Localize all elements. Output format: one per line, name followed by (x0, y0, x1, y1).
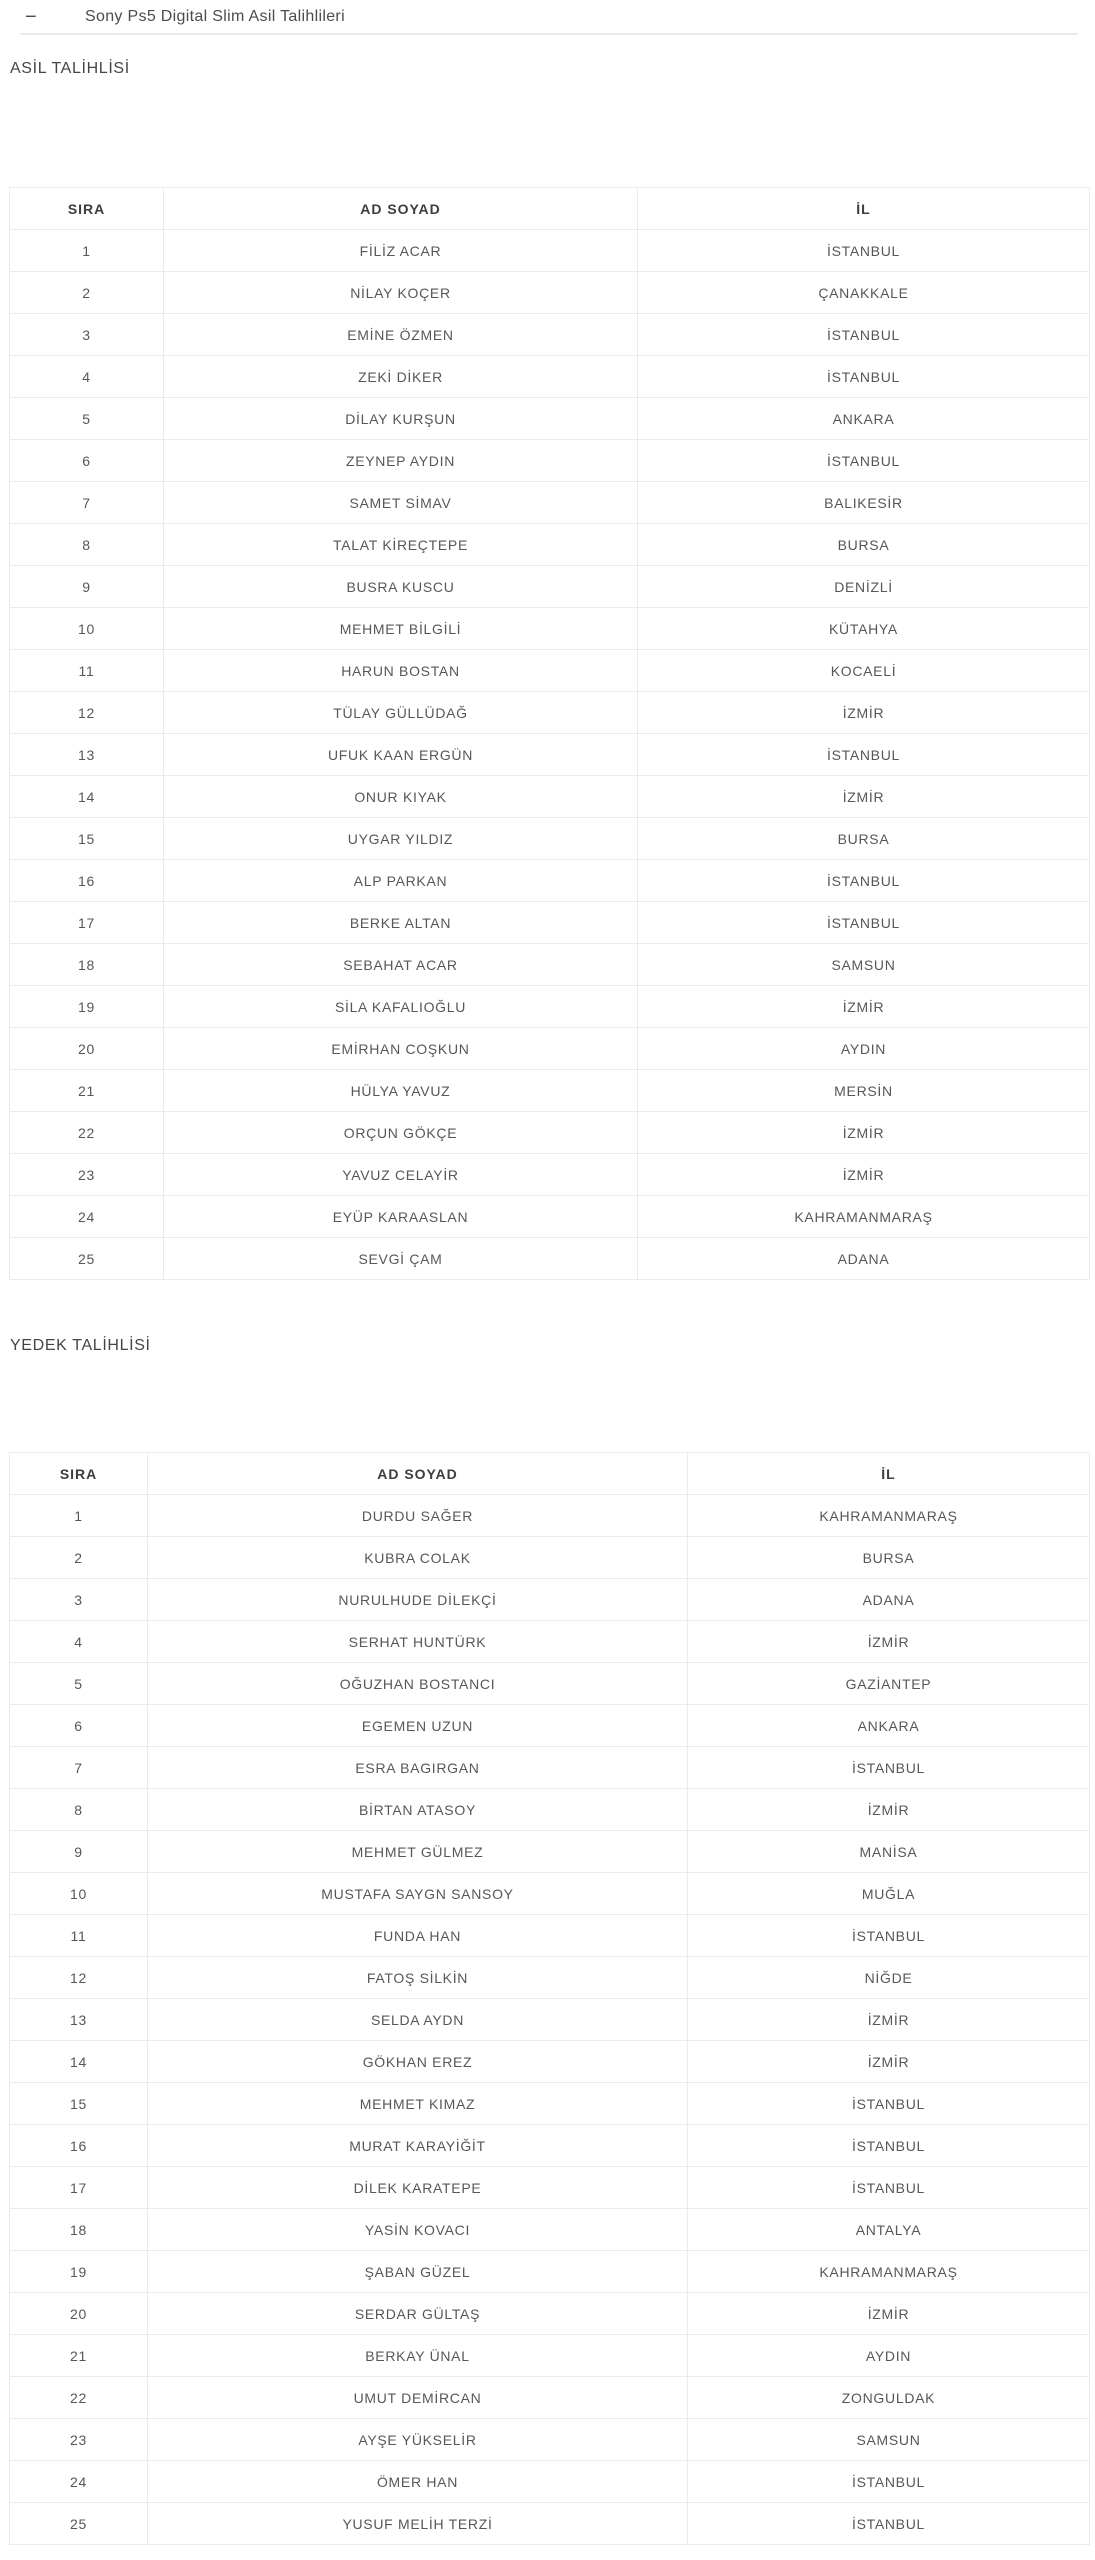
cell-city: İSTANBUL (638, 230, 1090, 272)
cell-name: FATOŞ SİLKİN (148, 1957, 688, 1999)
column-header-sira: SIRA (10, 1453, 148, 1495)
cell-sira: 24 (10, 1196, 164, 1238)
table-row (10, 398, 1090, 440)
table-row (10, 1621, 1090, 1663)
cell-city: İZMİR (638, 1154, 1090, 1196)
cell-city: KAHRAMANMARAŞ (638, 1196, 1090, 1238)
cell-name: FUNDA HAN (148, 1915, 688, 1957)
cell-name: UYGAR YILDIZ (164, 818, 638, 860)
cell-sira: 14 (10, 2041, 148, 2083)
cell-sira: 23 (10, 2419, 148, 2461)
cell-name: BUSRA KUSCU (164, 566, 638, 608)
cell-city: AYDIN (638, 1028, 1090, 1070)
asil-table (9, 187, 1090, 1280)
table-row (10, 776, 1090, 818)
column-header-ad-soyad: AD SOYAD (164, 188, 638, 230)
cell-sira: 20 (10, 2293, 148, 2335)
table-row (10, 734, 1090, 776)
cell-city: İSTANBUL (688, 2167, 1090, 2209)
cell-sira: 6 (10, 1705, 148, 1747)
cell-city: İSTANBUL (688, 2461, 1090, 2503)
table-row (10, 314, 1090, 356)
table-row (10, 2419, 1090, 2461)
cell-sira: 3 (10, 1579, 148, 1621)
cell-name: SEVGİ ÇAM (164, 1238, 638, 1280)
cell-sira: 25 (10, 1238, 164, 1280)
cell-city: SAMSUN (638, 944, 1090, 986)
cell-city: İZMİR (638, 986, 1090, 1028)
cell-name: NİLAY KOÇER (164, 272, 638, 314)
cell-city: MUĞLA (688, 1873, 1090, 1915)
divider (20, 33, 1078, 35)
cell-name: MURAT KARAYİĞİT (148, 2125, 688, 2167)
cell-name: EYÜP KARAASLAN (164, 1196, 638, 1238)
cell-sira: 6 (10, 440, 164, 482)
table-row (10, 1070, 1090, 1112)
cell-name: ALP PARKAN (164, 860, 638, 902)
cell-name: HÜLYA YAVUZ (164, 1070, 638, 1112)
cell-name: SERDAR GÜLTAŞ (148, 2293, 688, 2335)
cell-name: TALAT KİREÇTEPE (164, 524, 638, 566)
cell-name: EGEMEN UZUN (148, 1705, 688, 1747)
cell-name: FİLİZ ACAR (164, 230, 638, 272)
cell-city: İSTANBUL (638, 356, 1090, 398)
cell-city: İSTANBUL (688, 1747, 1090, 1789)
table-row (10, 1196, 1090, 1238)
cell-sira: 1 (10, 1495, 148, 1537)
cell-name: ŞABAN GÜZEL (148, 2251, 688, 2293)
cell-city: İZMİR (638, 776, 1090, 818)
cell-sira: 23 (10, 1154, 164, 1196)
table-row (10, 1873, 1090, 1915)
cell-name: ÖMER HAN (148, 2461, 688, 2503)
table-row (10, 356, 1090, 398)
cell-sira: 4 (10, 1621, 148, 1663)
cell-name: ONUR KIYAK (164, 776, 638, 818)
table-row (10, 2377, 1090, 2419)
cell-name: MEHMET GÜLMEZ (148, 1831, 688, 1873)
cell-name: MEHMET KIMAZ (148, 2083, 688, 2125)
cell-city: İZMİR (688, 1621, 1090, 1663)
cell-sira: 18 (10, 944, 164, 986)
table-row (10, 1999, 1090, 2041)
yedek-table (9, 1452, 1090, 2545)
cell-name: GÖKHAN EREZ (148, 2041, 688, 2083)
table-row (10, 944, 1090, 986)
bottom-spacer (0, 2545, 1095, 2558)
cell-city: KÜTAHYA (638, 608, 1090, 650)
cell-name: SERHAT HUNTÜRK (148, 1621, 688, 1663)
table-row (10, 2293, 1090, 2335)
cell-sira: 16 (10, 860, 164, 902)
table-row (10, 440, 1090, 482)
cell-sira: 5 (10, 1663, 148, 1705)
cell-city: İSTANBUL (688, 2503, 1090, 2545)
cell-city: İZMİR (638, 1112, 1090, 1154)
cell-sira: 4 (10, 356, 164, 398)
table-row (10, 1579, 1090, 1621)
cell-city: İSTANBUL (688, 1915, 1090, 1957)
cell-name: SAMET SİMAV (164, 482, 638, 524)
cell-city: ANKARA (688, 1705, 1090, 1747)
cell-sira: 5 (10, 398, 164, 440)
cell-city: İZMİR (688, 1999, 1090, 2041)
table-row (10, 1537, 1090, 1579)
cell-sira: 10 (10, 1873, 148, 1915)
collapse-minus-icon[interactable]: − (25, 5, 37, 28)
cell-sira: 7 (10, 1747, 148, 1789)
cell-city: SAMSUN (688, 2419, 1090, 2461)
table-row (10, 272, 1090, 314)
cell-sira: 12 (10, 1957, 148, 1999)
cell-name: BİRTAN ATASOY (148, 1789, 688, 1831)
cell-name: SİLA KAFALIOĞLU (164, 986, 638, 1028)
table-row (10, 1789, 1090, 1831)
column-header-il: İL (638, 188, 1090, 230)
cell-sira: 24 (10, 2461, 148, 2503)
cell-sira: 2 (10, 272, 164, 314)
column-header-il: İL (688, 1453, 1090, 1495)
cell-sira: 12 (10, 692, 164, 734)
cell-name: ESRA BAGIRGAN (148, 1747, 688, 1789)
cell-city: İZMİR (638, 692, 1090, 734)
table-row (10, 230, 1090, 272)
cell-name: TÜLAY GÜLLÜDAĞ (164, 692, 638, 734)
table-row (10, 2083, 1090, 2125)
table-row (10, 1154, 1090, 1196)
cell-sira: 13 (10, 1999, 148, 2041)
column-header-sira: SIRA (10, 188, 164, 230)
cell-name: UMUT DEMİRCAN (148, 2377, 688, 2419)
cell-name: KUBRA COLAK (148, 1537, 688, 1579)
cell-sira: 16 (10, 2125, 148, 2167)
cell-sira: 3 (10, 314, 164, 356)
cell-name: DURDU SAĞER (148, 1495, 688, 1537)
cell-sira: 8 (10, 1789, 148, 1831)
cell-name: EMİNE ÖZMEN (164, 314, 638, 356)
table-row (10, 2167, 1090, 2209)
table-row (10, 1112, 1090, 1154)
cell-name: UFUK KAAN ERGÜN (164, 734, 638, 776)
cell-name: BERKE ALTAN (164, 902, 638, 944)
table-row (10, 1957, 1090, 1999)
cell-city: İSTANBUL (638, 734, 1090, 776)
cell-sira: 15 (10, 2083, 148, 2125)
cell-name: BERKAY ÜNAL (148, 2335, 688, 2377)
cell-city: İSTANBUL (688, 2083, 1090, 2125)
cell-name: ORÇUN GÖKÇE (164, 1112, 638, 1154)
cell-name: NURULHUDE DİLEKÇİ (148, 1579, 688, 1621)
cell-city: İZMİR (688, 2293, 1090, 2335)
table-row (10, 608, 1090, 650)
table-row (10, 1663, 1090, 1705)
cell-name: YASİN KOVACI (148, 2209, 688, 2251)
cell-sira: 21 (10, 1070, 164, 1112)
section-heading-asil: ASİL TALİHLİSİ (10, 60, 130, 77)
table-row (10, 1831, 1090, 1873)
cell-name: ZEKİ DİKER (164, 356, 638, 398)
table-row (10, 1915, 1090, 1957)
table-row (10, 2461, 1090, 2503)
table-row (10, 2503, 1090, 2545)
cell-city: ÇANAKKALE (638, 272, 1090, 314)
accordion-header[interactable] (0, 0, 1095, 33)
cell-sira: 10 (10, 608, 164, 650)
table-row (10, 650, 1090, 692)
cell-city: ANTALYA (688, 2209, 1090, 2251)
table-row (10, 1495, 1090, 1537)
table-header-row (10, 1453, 1090, 1495)
table-row (10, 902, 1090, 944)
cell-sira: 9 (10, 1831, 148, 1873)
cell-name: MUSTAFA SAYGN SANSOY (148, 1873, 688, 1915)
yedek-table-body (10, 1495, 1090, 2545)
table-row (10, 482, 1090, 524)
cell-sira: 11 (10, 650, 164, 692)
cell-sira: 22 (10, 2377, 148, 2419)
cell-city: İZMİR (688, 1789, 1090, 1831)
table-row (10, 524, 1090, 566)
cell-sira: 21 (10, 2335, 148, 2377)
table-row (10, 818, 1090, 860)
accordion-title: Sony Ps5 Digital Slim Asil Talihlileri (85, 7, 345, 25)
cell-name: DİLEK KARATEPE (148, 2167, 688, 2209)
cell-city: ADANA (638, 1238, 1090, 1280)
table-row (10, 2209, 1090, 2251)
cell-city: GAZİANTEP (688, 1663, 1090, 1705)
table-header-row (10, 188, 1090, 230)
cell-city: KAHRAMANMARAŞ (688, 2251, 1090, 2293)
cell-city: İSTANBUL (638, 902, 1090, 944)
cell-name: YAVUZ CELAYİR (164, 1154, 638, 1196)
cell-sira: 22 (10, 1112, 164, 1154)
cell-city: BURSA (688, 1537, 1090, 1579)
cell-sira: 13 (10, 734, 164, 776)
cell-sira: 18 (10, 2209, 148, 2251)
cell-sira: 8 (10, 524, 164, 566)
cell-city: AYDIN (688, 2335, 1090, 2377)
cell-name: HARUN BOSTAN (164, 650, 638, 692)
table-row (10, 566, 1090, 608)
section-heading-yedek: YEDEK TALİHLİSİ (10, 1337, 151, 1354)
table-row (10, 2125, 1090, 2167)
cell-name: YUSUF MELİH TERZİ (148, 2503, 688, 2545)
cell-city: ANKARA (638, 398, 1090, 440)
cell-name: SELDA AYDN (148, 1999, 688, 2041)
table-row (10, 986, 1090, 1028)
cell-sira: 19 (10, 986, 164, 1028)
cell-city: İSTANBUL (638, 314, 1090, 356)
cell-city: KAHRAMANMARAŞ (688, 1495, 1090, 1537)
table-row (10, 692, 1090, 734)
table-row (10, 1747, 1090, 1789)
cell-sira: 17 (10, 2167, 148, 2209)
cell-city: DENİZLİ (638, 566, 1090, 608)
cell-name: SEBAHAT ACAR (164, 944, 638, 986)
column-header-ad-soyad: AD SOYAD (148, 1453, 688, 1495)
cell-sira: 19 (10, 2251, 148, 2293)
cell-city: BURSA (638, 524, 1090, 566)
cell-name: AYŞE YÜKSELİR (148, 2419, 688, 2461)
cell-sira: 15 (10, 818, 164, 860)
cell-city: ADANA (688, 1579, 1090, 1621)
cell-sira: 2 (10, 1537, 148, 1579)
table-row (10, 1238, 1090, 1280)
cell-city: KOCAELİ (638, 650, 1090, 692)
cell-sira: 1 (10, 230, 164, 272)
table-row (10, 2041, 1090, 2083)
cell-city: BURSA (638, 818, 1090, 860)
table-row (10, 1028, 1090, 1070)
table-row (10, 2335, 1090, 2377)
asil-table-body (10, 230, 1090, 1280)
cell-sira: 17 (10, 902, 164, 944)
cell-city: İZMİR (688, 2041, 1090, 2083)
cell-city: NİĞDE (688, 1957, 1090, 1999)
cell-sira: 11 (10, 1915, 148, 1957)
cell-city: İSTANBUL (638, 440, 1090, 482)
cell-name: MEHMET BİLGİLİ (164, 608, 638, 650)
cell-city: ZONGULDAK (688, 2377, 1090, 2419)
cell-city: İSTANBUL (638, 860, 1090, 902)
cell-sira: 7 (10, 482, 164, 524)
cell-city: MERSİN (638, 1070, 1090, 1112)
cell-sira: 25 (10, 2503, 148, 2545)
cell-name: OĞUZHAN BOSTANCI (148, 1663, 688, 1705)
cell-city: İSTANBUL (688, 2125, 1090, 2167)
cell-city: BALIKESİR (638, 482, 1090, 524)
table-row (10, 1705, 1090, 1747)
cell-name: DİLAY KURŞUN (164, 398, 638, 440)
table-row (10, 2251, 1090, 2293)
cell-sira: 20 (10, 1028, 164, 1070)
cell-name: ZEYNEP AYDIN (164, 440, 638, 482)
table-row (10, 860, 1090, 902)
cell-city: MANİSA (688, 1831, 1090, 1873)
cell-name: EMİRHAN COŞKUN (164, 1028, 638, 1070)
cell-sira: 14 (10, 776, 164, 818)
cell-sira: 9 (10, 566, 164, 608)
